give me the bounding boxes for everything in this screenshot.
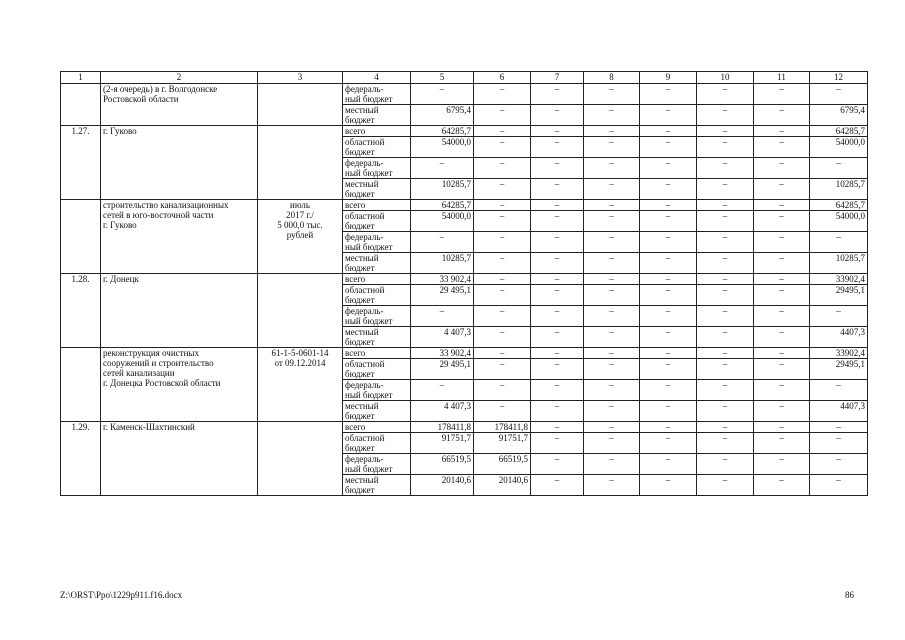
table-row: [61, 200, 868, 211]
header-cell: 7: [531, 72, 584, 84]
amount-cell: –: [584, 211, 640, 232]
amount-cell: 54000,0: [810, 137, 868, 158]
amount-cell: –: [640, 84, 697, 105]
funding-source: федераль- ный бюджет: [343, 84, 411, 105]
amount-cell: –: [531, 348, 584, 359]
amount-cell: 66519,5: [411, 454, 474, 475]
amount-cell: –: [584, 348, 640, 359]
amount-cell: –: [474, 179, 531, 200]
amount-cell: 20140,6: [474, 475, 531, 496]
amount-cell: 4 407,3: [411, 327, 474, 348]
amount-cell: –: [584, 200, 640, 211]
amount-cell: –: [474, 105, 531, 126]
amount-cell: –: [697, 179, 754, 200]
header-cell: 10: [697, 72, 754, 84]
amount-cell: –: [754, 126, 810, 137]
funding-source: всего: [343, 422, 411, 433]
amount-cell: –: [697, 137, 754, 158]
amount-cell: –: [697, 285, 754, 306]
amount-cell: 64285,7: [810, 200, 868, 211]
funding-source: областной бюджет: [343, 285, 411, 306]
amount-cell: 178411,8: [474, 422, 531, 433]
funding-source: федераль- ный бюджет: [343, 380, 411, 401]
amount-cell: –: [531, 380, 584, 401]
header-cell: 8: [584, 72, 640, 84]
item-number: [61, 348, 101, 422]
item-term: 61-1-5-0601-14 от 09.12.2014: [258, 348, 343, 422]
amount-cell: –: [697, 348, 754, 359]
amount-cell: –: [474, 380, 531, 401]
amount-cell: –: [640, 158, 697, 179]
amount-cell: –: [754, 105, 810, 126]
amount-cell: 33 902,4: [411, 274, 474, 285]
amount-cell: –: [474, 158, 531, 179]
header-cell: 2: [101, 72, 258, 84]
table-row: [61, 422, 868, 433]
amount-cell: –: [754, 475, 810, 496]
amount-cell: 54000,0: [411, 211, 474, 232]
funding-source: всего: [343, 348, 411, 359]
amount-cell: –: [697, 126, 754, 137]
amount-cell: –: [640, 327, 697, 348]
amount-cell: –: [697, 359, 754, 380]
amount-cell: –: [584, 433, 640, 454]
funding-source: местный бюджет: [343, 179, 411, 200]
amount-cell: –: [584, 158, 640, 179]
amount-cell: –: [640, 105, 697, 126]
amount-cell: –: [697, 475, 754, 496]
item-term: июль 2017 г./ 5 000,0 тыс. рублей: [258, 200, 343, 274]
amount-cell: 4 407,3: [411, 401, 474, 422]
amount-cell: 10285,7: [810, 253, 868, 274]
amount-cell: –: [754, 137, 810, 158]
amount-cell: –: [584, 126, 640, 137]
amount-cell: 29495,1: [810, 359, 868, 380]
funding-source: местный бюджет: [343, 475, 411, 496]
funding-source: областной бюджет: [343, 137, 411, 158]
amount-cell: –: [640, 126, 697, 137]
amount-cell: –: [810, 232, 868, 253]
header-row: [61, 72, 868, 84]
amount-cell: –: [474, 253, 531, 274]
item-name: г. Гуково: [101, 126, 258, 200]
amount-cell: –: [697, 211, 754, 232]
header-cell: 11: [754, 72, 810, 84]
amount-cell: 29495,1: [810, 285, 868, 306]
amount-cell: –: [531, 200, 584, 211]
funding-source: всего: [343, 274, 411, 285]
amount-cell: –: [531, 105, 584, 126]
table-row: [61, 348, 868, 359]
amount-cell: –: [754, 232, 810, 253]
funding-source: местный бюджет: [343, 327, 411, 348]
header-cell: 6: [474, 72, 531, 84]
amount-cell: –: [754, 348, 810, 359]
amount-cell: –: [531, 211, 584, 232]
amount-cell: –: [411, 84, 474, 105]
amount-cell: –: [474, 84, 531, 105]
amount-cell: –: [640, 179, 697, 200]
amount-cell: –: [531, 158, 584, 179]
amount-cell: –: [754, 433, 810, 454]
amount-cell: –: [474, 348, 531, 359]
amount-cell: –: [754, 158, 810, 179]
amount-cell: 29 495,1: [411, 285, 474, 306]
amount-cell: –: [531, 126, 584, 137]
amount-cell: –: [697, 253, 754, 274]
amount-cell: –: [640, 359, 697, 380]
amount-cell: –: [754, 84, 810, 105]
amount-cell: –: [640, 285, 697, 306]
amount-cell: –: [640, 274, 697, 285]
amount-cell: –: [584, 306, 640, 327]
item-term: [258, 422, 343, 496]
amount-cell: –: [411, 306, 474, 327]
page-number: 86: [845, 590, 854, 600]
amount-cell: –: [531, 253, 584, 274]
amount-cell: 178411,8: [411, 422, 474, 433]
amount-cell: –: [584, 84, 640, 105]
amount-cell: –: [474, 232, 531, 253]
amount-cell: –: [697, 306, 754, 327]
amount-cell: –: [531, 306, 584, 327]
amount-cell: –: [474, 306, 531, 327]
amount-cell: –: [640, 454, 697, 475]
funding-source: областной бюджет: [343, 433, 411, 454]
item-number: 1.29.: [61, 422, 101, 496]
amount-cell: –: [697, 433, 754, 454]
amount-cell: –: [810, 158, 868, 179]
amount-cell: –: [584, 454, 640, 475]
funding-source: федераль- ный бюджет: [343, 232, 411, 253]
header-cell: 1: [61, 72, 101, 84]
amount-cell: –: [584, 285, 640, 306]
amount-cell: 6795,4: [411, 105, 474, 126]
amount-cell: –: [531, 137, 584, 158]
amount-cell: 4407,3: [810, 401, 868, 422]
amount-cell: –: [754, 285, 810, 306]
amount-cell: 10285,7: [810, 179, 868, 200]
funding-source: местный бюджет: [343, 401, 411, 422]
item-term: [258, 126, 343, 200]
amount-cell: –: [531, 84, 584, 105]
funding-source: федераль- ный бюджет: [343, 158, 411, 179]
amount-cell: –: [584, 274, 640, 285]
amount-cell: –: [584, 232, 640, 253]
amount-cell: –: [531, 359, 584, 380]
amount-cell: –: [640, 348, 697, 359]
funding-source: федераль- ный бюджет: [343, 306, 411, 327]
funding-source: федераль- ный бюджет: [343, 454, 411, 475]
amount-cell: –: [810, 475, 868, 496]
amount-cell: –: [640, 422, 697, 433]
amount-cell: –: [531, 179, 584, 200]
amount-cell: –: [697, 401, 754, 422]
amount-cell: –: [754, 200, 810, 211]
amount-cell: –: [584, 253, 640, 274]
amount-cell: –: [531, 475, 584, 496]
item-name: г. Каменск-Шахтинский: [101, 422, 258, 496]
amount-cell: –: [411, 380, 474, 401]
amount-cell: 10285,7: [411, 179, 474, 200]
item-name: реконструкция очистных сооружений и строительство сетей канализации г. Донецка Ростовской области: [101, 348, 258, 422]
item-name: г. Донецк: [101, 274, 258, 348]
amount-cell: –: [754, 327, 810, 348]
amount-cell: –: [754, 359, 810, 380]
item-term: [258, 274, 343, 348]
amount-cell: 64285,7: [411, 200, 474, 211]
amount-cell: –: [474, 327, 531, 348]
amount-cell: 10285,7: [411, 253, 474, 274]
table-row: [61, 84, 868, 105]
funding-source: всего: [343, 200, 411, 211]
amount-cell: –: [697, 454, 754, 475]
amount-cell: –: [640, 200, 697, 211]
amount-cell: –: [584, 380, 640, 401]
amount-cell: –: [754, 454, 810, 475]
amount-cell: –: [754, 274, 810, 285]
amount-cell: –: [531, 433, 584, 454]
header-cell: 9: [640, 72, 697, 84]
amount-cell: –: [754, 380, 810, 401]
amount-cell: –: [697, 232, 754, 253]
amount-cell: –: [697, 327, 754, 348]
amount-cell: –: [754, 422, 810, 433]
amount-cell: –: [640, 211, 697, 232]
amount-cell: –: [584, 137, 640, 158]
table-row: [61, 126, 868, 137]
amount-cell: –: [640, 253, 697, 274]
amount-cell: –: [474, 126, 531, 137]
amount-cell: –: [697, 422, 754, 433]
amount-cell: –: [754, 306, 810, 327]
amount-cell: 4407,3: [810, 327, 868, 348]
amount-cell: –: [474, 274, 531, 285]
amount-cell: 33 902,4: [411, 348, 474, 359]
amount-cell: 91751,7: [411, 433, 474, 454]
amount-cell: –: [640, 401, 697, 422]
amount-cell: –: [640, 232, 697, 253]
amount-cell: –: [411, 232, 474, 253]
amount-cell: 33902,4: [810, 274, 868, 285]
amount-cell: –: [754, 253, 810, 274]
amount-cell: –: [474, 211, 531, 232]
amount-cell: –: [531, 274, 584, 285]
amount-cell: –: [697, 105, 754, 126]
amount-cell: –: [474, 200, 531, 211]
amount-cell: –: [584, 359, 640, 380]
amount-cell: –: [810, 422, 868, 433]
amount-cell: –: [531, 285, 584, 306]
item-term: [258, 84, 343, 126]
amount-cell: –: [584, 401, 640, 422]
funding-source: областной бюджет: [343, 211, 411, 232]
amount-cell: –: [474, 359, 531, 380]
amount-cell: 66519,5: [474, 454, 531, 475]
amount-cell: –: [640, 137, 697, 158]
amount-cell: –: [640, 433, 697, 454]
funding-source: областной бюджет: [343, 359, 411, 380]
item-number: [61, 200, 101, 274]
amount-cell: –: [411, 158, 474, 179]
amount-cell: –: [754, 211, 810, 232]
item-name: строительство канализационных сетей в юго-восточной части г. Гуково: [101, 200, 258, 274]
item-name: (2-я очередь) в г. Волгодонске Ростовской области: [101, 84, 258, 126]
amount-cell: –: [531, 454, 584, 475]
header-cell: 3: [258, 72, 343, 84]
amount-cell: –: [810, 433, 868, 454]
amount-cell: 64285,7: [810, 126, 868, 137]
amount-cell: 64285,7: [411, 126, 474, 137]
amount-cell: –: [531, 327, 584, 348]
amount-cell: –: [754, 401, 810, 422]
amount-cell: –: [810, 306, 868, 327]
amount-cell: 6795,4: [810, 105, 868, 126]
amount-cell: –: [584, 475, 640, 496]
amount-cell: 54000,0: [810, 211, 868, 232]
amount-cell: –: [584, 105, 640, 126]
amount-cell: –: [697, 274, 754, 285]
item-number: 1.28.: [61, 274, 101, 348]
header-cell: 4: [343, 72, 411, 84]
amount-cell: –: [810, 454, 868, 475]
amount-cell: 29 495,1: [411, 359, 474, 380]
amount-cell: –: [584, 327, 640, 348]
amount-cell: –: [474, 401, 531, 422]
item-number: [61, 84, 101, 126]
amount-cell: –: [584, 422, 640, 433]
amount-cell: 91751,7: [474, 433, 531, 454]
amount-cell: –: [810, 84, 868, 105]
funding-source: местный бюджет: [343, 105, 411, 126]
amount-cell: 33902,4: [810, 348, 868, 359]
amount-cell: –: [640, 475, 697, 496]
amount-cell: –: [697, 84, 754, 105]
amount-cell: –: [697, 158, 754, 179]
table-body: [61, 72, 868, 496]
header-cell: 5: [411, 72, 474, 84]
funding-source: всего: [343, 126, 411, 137]
funding-source: местный бюджет: [343, 253, 411, 274]
amount-cell: –: [640, 306, 697, 327]
amount-cell: –: [474, 285, 531, 306]
footer-file-path: Z:\ORST\Ppo\1229p911.f16.docx: [60, 590, 183, 600]
amount-cell: 54000,0: [411, 137, 474, 158]
amount-cell: –: [697, 200, 754, 211]
amount-cell: –: [531, 422, 584, 433]
table-row: [61, 274, 868, 285]
amount-cell: –: [474, 137, 531, 158]
item-number: 1.27.: [61, 126, 101, 200]
amount-cell: –: [640, 380, 697, 401]
amount-cell: –: [697, 380, 754, 401]
amount-cell: –: [810, 380, 868, 401]
amount-cell: –: [754, 179, 810, 200]
header-cell: 12: [810, 72, 868, 84]
amount-cell: –: [531, 232, 584, 253]
amount-cell: 20140,6: [411, 475, 474, 496]
amount-cell: –: [584, 179, 640, 200]
amount-cell: –: [531, 401, 584, 422]
budget-table: [60, 71, 868, 496]
